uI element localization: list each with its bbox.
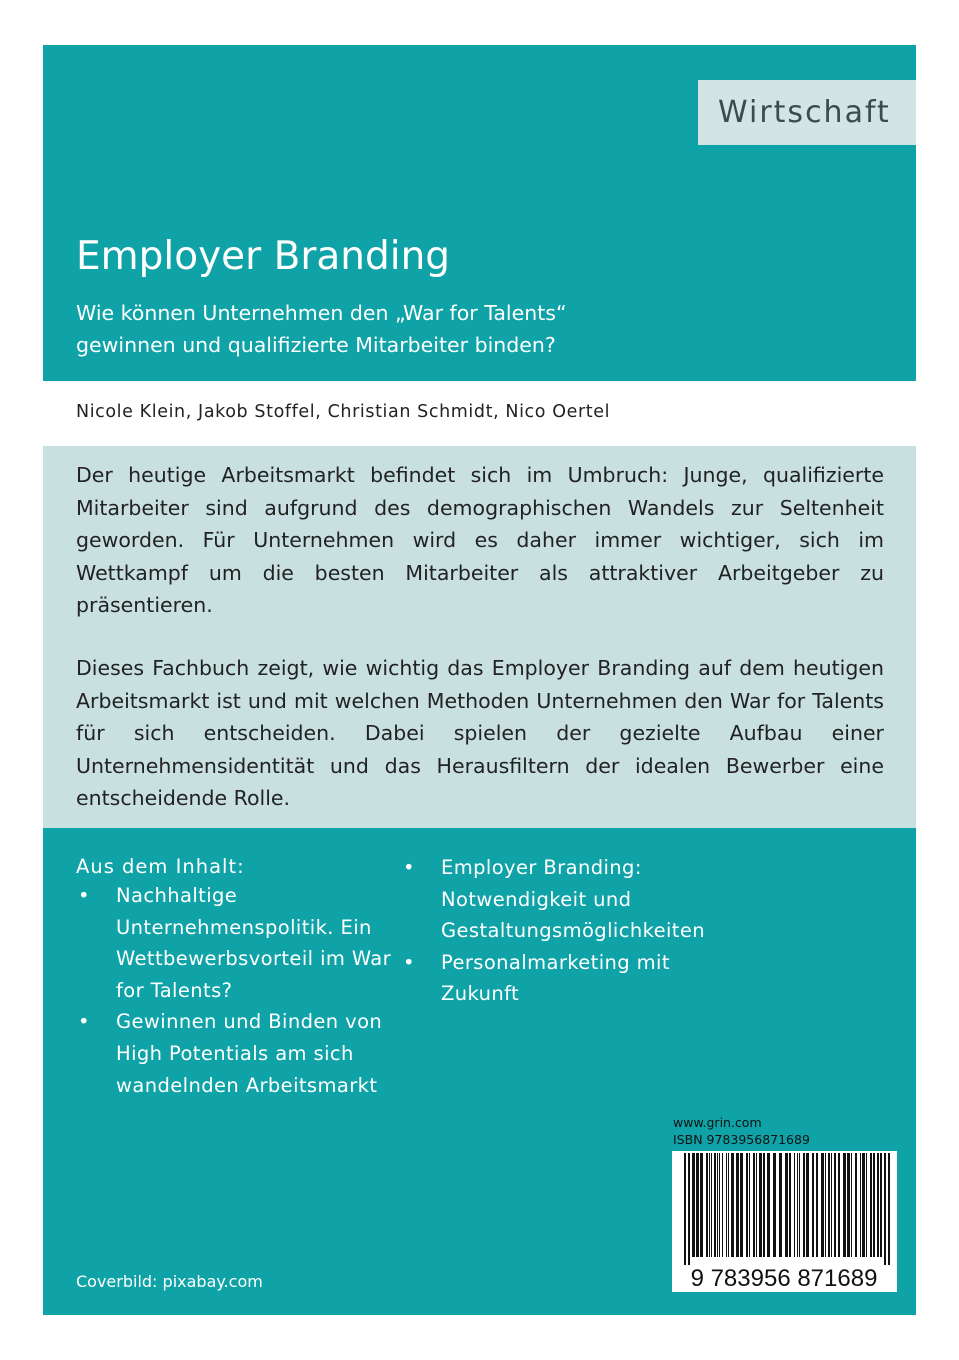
barcode-bar bbox=[838, 1153, 840, 1257]
publisher-url: www.grin.com bbox=[673, 1115, 762, 1130]
barcode-bar bbox=[880, 1153, 882, 1257]
barcode-bar bbox=[722, 1153, 723, 1257]
barcode-bar bbox=[728, 1153, 729, 1257]
isbn-text: ISBN 9783956871689 bbox=[673, 1132, 810, 1147]
barcode-graphic bbox=[672, 1151, 897, 1292]
barcode-bar bbox=[731, 1153, 734, 1257]
barcode bbox=[672, 1151, 897, 1292]
list-item-text: Personalmarketing mit Zukunft bbox=[441, 950, 670, 1006]
list-item-text: Employer Branding: Notwendigkeit und Gestaltungsmöglichkeiten bbox=[441, 856, 706, 943]
barcode-bar bbox=[855, 1153, 857, 1257]
barcode-bar bbox=[740, 1153, 743, 1257]
barcode-bar bbox=[812, 1153, 814, 1257]
barcode-bar bbox=[847, 1153, 850, 1257]
subtitle-line: Wie können Unternehmen den „War for Talents“ bbox=[76, 301, 567, 325]
barcode-bar bbox=[821, 1153, 824, 1257]
barcode-bar bbox=[779, 1153, 782, 1257]
bullet-icon: • bbox=[78, 1010, 90, 1034]
list-item bbox=[401, 947, 701, 1010]
barcode-bar bbox=[692, 1153, 695, 1257]
barcode-bar bbox=[696, 1153, 699, 1257]
title-panel bbox=[43, 45, 916, 381]
list-item-text: Gewinnen und Binden von High Potentials am sich wandelnden Arbeitsmarkt bbox=[116, 1010, 383, 1097]
barcode-bar bbox=[726, 1153, 727, 1257]
barcode-bar bbox=[862, 1153, 865, 1257]
barcode-digits: 9 783956 871689 bbox=[690, 1265, 878, 1292]
barcode-bar bbox=[806, 1153, 809, 1257]
barcode-bar bbox=[789, 1153, 791, 1257]
barcode-bar bbox=[709, 1153, 710, 1257]
description-panel bbox=[43, 446, 916, 828]
barcode-bar bbox=[888, 1153, 890, 1265]
barcode-bar bbox=[746, 1153, 748, 1257]
cover-credit: Coverbild: pixabay.com bbox=[76, 1272, 263, 1291]
bullet-icon: • bbox=[403, 856, 415, 879]
barcode-bar bbox=[799, 1153, 800, 1257]
barcode-bar bbox=[767, 1153, 770, 1257]
authors-line: Nicole Klein, Jakob Stoffel, Christian Schmidt, Nico Oertel bbox=[76, 402, 611, 422]
barcode-bar bbox=[749, 1153, 750, 1257]
barcode-bar bbox=[688, 1153, 690, 1265]
list-item-text: Nachhaltige Unternehmenspolitik. Ein Wettbewerbsvorteil im War for Talents? bbox=[116, 884, 392, 1002]
barcode-bar bbox=[700, 1153, 703, 1257]
contents-list-left bbox=[76, 880, 406, 1101]
barcode-bar bbox=[719, 1153, 720, 1257]
barcode-bar bbox=[711, 1153, 712, 1257]
barcode-bar bbox=[773, 1153, 776, 1257]
description-paragraph: Der heutige Arbeitsmarkt befindet sich im Umbruch: Junge, qualifizierte Mitarbeiter sind aufgrund des demographischen Wandels zur Seltenheit geworden. Für Unternehmen wird es daher immer wichtiger, sich im Wettkampf um die besten Mitarbeiter als attraktiver Arbeitgeber zu präsentieren. bbox=[76, 463, 884, 617]
barcode-bar bbox=[803, 1153, 805, 1257]
list-item bbox=[401, 852, 706, 947]
barcode-bar bbox=[828, 1153, 830, 1257]
barcode-bar bbox=[834, 1153, 836, 1257]
contents-panel bbox=[43, 828, 916, 1315]
barcode-bar bbox=[860, 1153, 861, 1257]
contents-list-right bbox=[401, 852, 706, 1010]
barcode-bar bbox=[873, 1153, 875, 1257]
bullet-icon: • bbox=[403, 950, 415, 974]
barcode-bar bbox=[825, 1153, 826, 1257]
barcode-bar bbox=[870, 1153, 872, 1257]
list-item bbox=[76, 880, 406, 1006]
contents-heading: Aus dem Inhalt: bbox=[76, 855, 245, 878]
list-item bbox=[76, 1006, 406, 1101]
barcode-bar bbox=[753, 1153, 755, 1257]
barcode-bar bbox=[851, 1153, 852, 1257]
barcode-bar bbox=[717, 1153, 718, 1257]
book-title: Employer Branding bbox=[76, 234, 451, 279]
barcode-bar bbox=[877, 1153, 879, 1257]
bullet-icon: • bbox=[78, 884, 90, 907]
barcode-bar bbox=[866, 1153, 867, 1257]
barcode-bar bbox=[831, 1153, 832, 1257]
barcode-bar bbox=[706, 1153, 708, 1257]
category-label: Wirtschaft bbox=[698, 80, 916, 145]
barcode-bar bbox=[756, 1153, 757, 1257]
barcode-bar bbox=[785, 1153, 788, 1257]
barcode-bar bbox=[797, 1153, 798, 1257]
barcode-bar bbox=[794, 1153, 795, 1257]
subtitle bbox=[76, 297, 567, 361]
description-paragraph: Dieses Fachbuch zeigt, wie wichtig das Employer Branding auf dem heutigen Arbeitsmarkt ist und mit welchen Methoden Unternehmen den War for Talents für sich entscheiden. Dabei spielen der gezielte Aufbau einer Unternehmensidentität und das Herausfiltern der idealen Bewerber eine entscheidende Rolle. bbox=[76, 656, 884, 810]
barcode-bar bbox=[684, 1153, 686, 1265]
barcode-bar bbox=[884, 1153, 886, 1265]
subtitle-line: gewinnen und qualifizierte Mitarbeiter binden? bbox=[76, 333, 556, 357]
barcode-bar bbox=[714, 1153, 716, 1257]
barcode-bar bbox=[763, 1153, 765, 1257]
barcode-bar bbox=[843, 1153, 846, 1257]
barcode-bar bbox=[759, 1153, 762, 1257]
barcode-bar bbox=[816, 1153, 818, 1257]
barcode-bar bbox=[736, 1153, 739, 1257]
